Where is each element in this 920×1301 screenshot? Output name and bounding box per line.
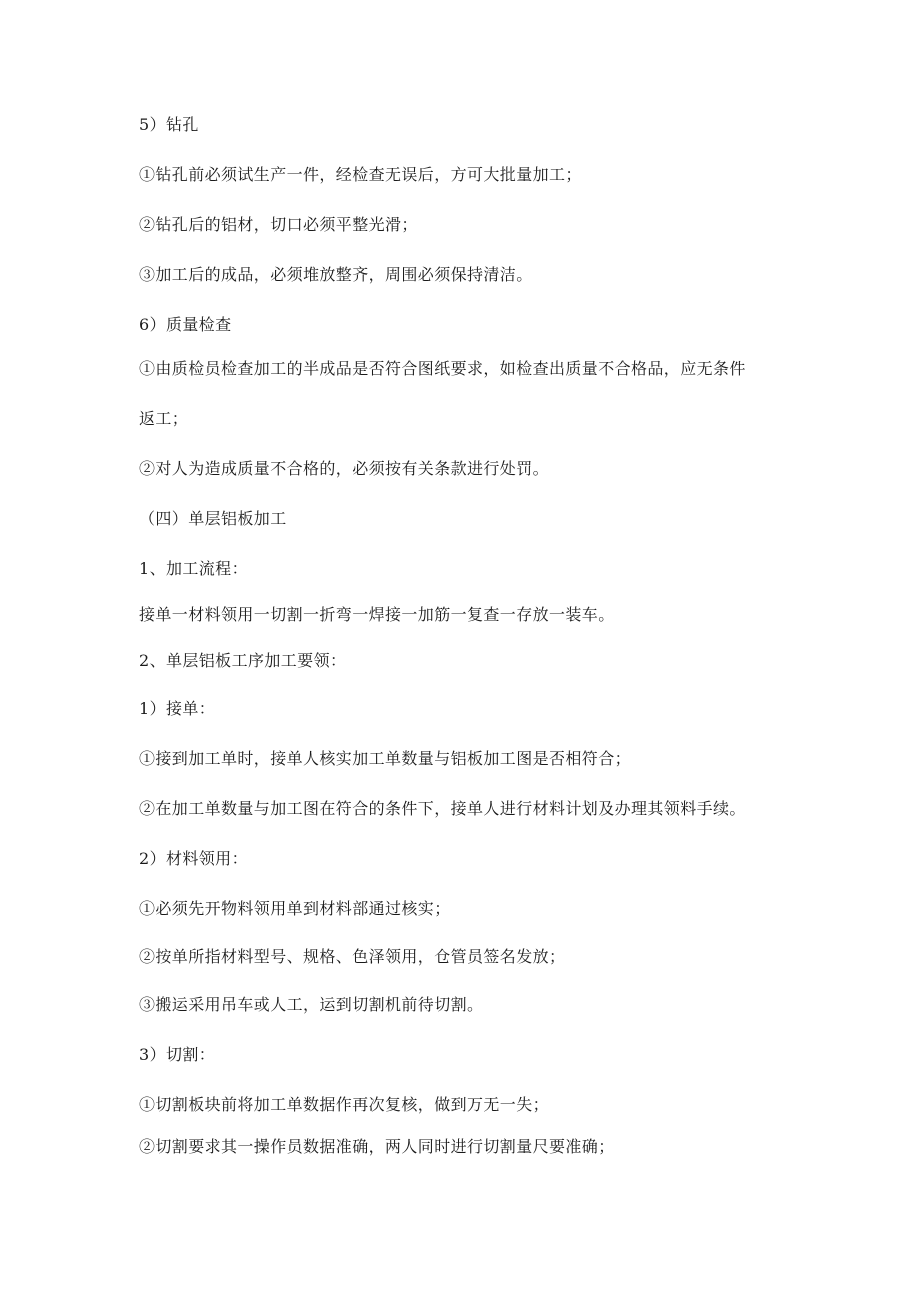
heading-order-receiving: 1）接单： <box>139 699 216 718</box>
paragraph-line: ②在加工单数量与加工图在符合的条件下，接单人进行材料计划及办理其领料手续。 <box>139 799 746 818</box>
heading-quality-check: 6）质量检查 <box>139 315 232 334</box>
paragraph-line: ①钻孔前必须试生产一件，经检查无误后，方可大批量加工； <box>139 165 582 184</box>
paragraph-line: ②切割要求其一操作员数据准确，两人同时进行切割量尺要准确； <box>139 1137 615 1156</box>
paragraph-line: ①切割板块前将加工单数据作再次复核，做到万无一失； <box>139 1095 550 1114</box>
paragraph-line: ③加工后的成品，必须堆放整齐，周围必须保持清洁。 <box>139 265 533 284</box>
heading-cutting: 3）切割： <box>139 1045 216 1064</box>
heading-material-requisition: 2）材料领用： <box>139 849 248 868</box>
heading-process-essentials: 2、单层铝板工序加工要领： <box>139 651 347 670</box>
paragraph-line: ①接到加工单时，接单人核实加工单数量与铝板加工图是否相符合； <box>139 749 632 768</box>
paragraph-line: 接单一材料领用一切割一折弯一焊接一加筋一复查一存放一装车。 <box>139 605 615 624</box>
heading-process-flow: 1、加工流程： <box>139 559 248 578</box>
heading-drilling: 5）钻孔 <box>139 115 199 134</box>
paragraph-line: 返工； <box>139 409 189 428</box>
paragraph-line: ②按单所指材料型号、规格、色泽领用，仓管员签名发放； <box>139 947 566 966</box>
paragraph-line: ②钻孔后的铝材，切口必须平整光滑； <box>139 215 418 234</box>
paragraph-line: ①必须先开物料领用单到材料部通过核实； <box>139 899 451 918</box>
paragraph-line: ②对人为造成质量不合格的，必须按有关条款进行处罚。 <box>139 459 550 478</box>
paragraph-line: ③搬运采用吊车或人工，运到切割机前待切割。 <box>139 995 484 1014</box>
section-heading: （四）单层铝板加工 <box>139 509 287 528</box>
paragraph-line: ①由质检员检查加工的半成品是否符合图纸要求，如检查出质量不合格品，应无条件 <box>139 359 746 378</box>
